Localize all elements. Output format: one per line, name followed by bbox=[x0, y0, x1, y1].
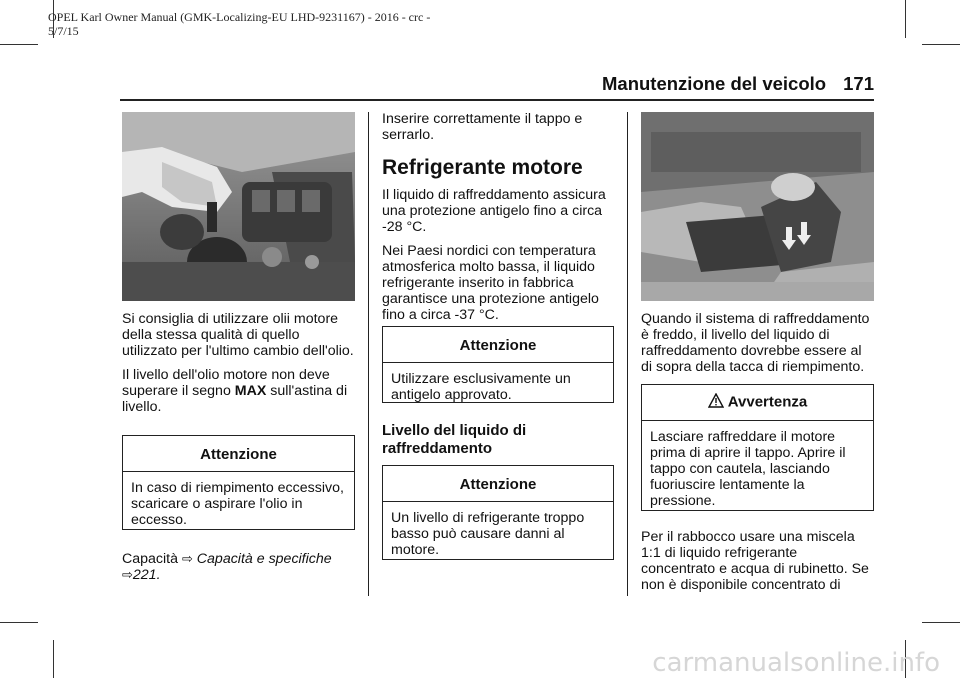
attention-box-oil bbox=[122, 435, 355, 530]
cap-instruction-text: Inserire correttamente il tappo e serrarlo. bbox=[382, 111, 583, 143]
topup-paragraph: Per il rabbocco usare una miscela 1:1 di liquido refrigerante concentrato e acqua di rubinetto. Se non è disponibile concentrato di bbox=[641, 529, 869, 593]
coolant-reservoir-illustration bbox=[641, 112, 874, 301]
coolant-image bbox=[641, 112, 874, 301]
nordic-paragraph: Nei Paesi nordici con temperatura atmosferica molto bassa, il liquido refrigerante inserito in fabbrica garantisce una protezione antigelo fino a circa -37 °C. bbox=[382, 243, 599, 323]
attention-box-title: Attenzione bbox=[383, 327, 613, 363]
coolant-level-paragraph: Quando il sistema di raffreddamento è freddo, il livello del liquido di raffreddamento dovrebbe essere al di sopra della tacca di riempimento. bbox=[641, 311, 870, 375]
capacity-reference bbox=[122, 551, 358, 583]
attention-box-title: Attenzione bbox=[123, 436, 354, 472]
oil-level-paragraph bbox=[122, 367, 358, 415]
attention-box-antifreeze bbox=[382, 326, 614, 403]
cross-reference-arrow-icon: ⇨ bbox=[122, 567, 133, 582]
engine-oil-fill-illustration bbox=[122, 112, 355, 301]
section-title: Manutenzione del veicolo bbox=[602, 73, 827, 94]
warning-box-text: Lasciare raffreddare il motore prima di aprire il tappo. Aprire il tappo con cautela, lasciando fuoriuscire lentamente la pressione. bbox=[650, 429, 846, 509]
coolant-heading: Refrigerante motore bbox=[382, 156, 583, 179]
column-1-text bbox=[122, 311, 358, 423]
column-3-text-bottom bbox=[641, 529, 874, 601]
engine-oil-image bbox=[122, 112, 355, 301]
column-divider bbox=[368, 112, 369, 596]
attention-box-title: Attenzione bbox=[383, 466, 613, 502]
running-header bbox=[560, 73, 874, 97]
watermark: carmanualsonline.info bbox=[652, 648, 940, 678]
crop-mark bbox=[922, 44, 960, 45]
header-rule bbox=[120, 99, 874, 101]
oil-level-text-pre: Il livello dell'olio motore non deve superare il segno bbox=[122, 367, 330, 399]
warning-box bbox=[641, 384, 874, 511]
attention-box-text: In caso di riempimento eccessivo, scaricare o aspirare l'olio in eccesso. bbox=[131, 480, 344, 528]
attention-box-text: Un livello di refrigerante troppo basso può causare danni al motore. bbox=[391, 510, 585, 558]
crop-mark bbox=[0, 622, 38, 623]
capacity-label: Capacità bbox=[122, 551, 182, 567]
coolant-level-heading: Livello del liquido di raffreddamento bbox=[382, 422, 527, 457]
crop-mark bbox=[922, 622, 960, 623]
warning-box-header bbox=[642, 385, 873, 421]
coolant-protection-paragraph: Il liquido di raffreddamento assicura una protezione antigelo fino a circa -28 °C. bbox=[382, 187, 606, 235]
crop-mark bbox=[905, 0, 906, 38]
max-mark-label: MAX bbox=[234, 383, 267, 399]
cap-instruction bbox=[382, 111, 614, 151]
oil-level-text-post: sull'astina di livello. bbox=[122, 383, 348, 415]
coolant-text bbox=[382, 187, 614, 331]
capacity-link[interactable]: Capacità e specifiche bbox=[196, 551, 332, 567]
oil-quality-paragraph: Si consiglia di utilizzare olii motore della stessa qualità di quello utilizzato per l'ultimo cambio dell'olio. bbox=[122, 311, 354, 359]
warning-box-title: Avvertenza bbox=[727, 393, 808, 411]
crop-mark bbox=[0, 44, 38, 45]
cross-reference-arrow-icon: ⇨ bbox=[181, 551, 193, 566]
document-meta bbox=[48, 10, 430, 38]
meta-line-1: OPEL Karl Owner Manual (GMK-Localizing-EU LHD-9231167) - 2016 - crc - bbox=[48, 10, 431, 24]
column-3-text bbox=[641, 311, 874, 383]
attention-box-text: Utilizzare esclusivamente un antigelo approvato. bbox=[391, 371, 571, 403]
warning-triangle-icon bbox=[708, 393, 724, 412]
meta-line-2: 5/7/15 bbox=[48, 24, 79, 38]
page-number: 171 bbox=[843, 73, 874, 94]
column-divider bbox=[627, 112, 628, 596]
capacity-page-ref[interactable]: 221. bbox=[132, 567, 161, 583]
attention-box-coolant-level bbox=[382, 465, 614, 560]
